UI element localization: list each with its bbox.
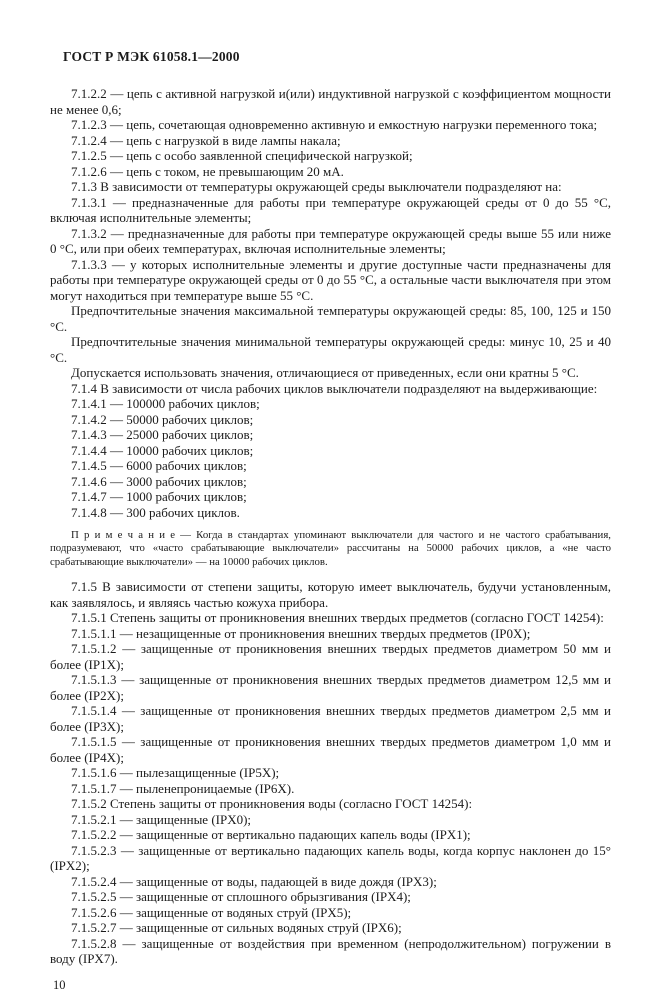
paragraph: 7.1.5.2.3 — защищенные от вертикально падающих капель воды, когда корпус наклонен до 15° (IPX2); [50,842,611,874]
paragraph: 7.1.2.2 — цепь с активной нагрузкой и(или) индуктивной нагрузкой с коэффициентом мощности не менее 0,6; [50,86,611,117]
paragraph: 7.1.5.1.2 — защищенные от проникновения внешних твердых предметов диаметром 50 мм и более (IP1X); [50,641,611,672]
paragraph: 7.1.4.4 — 10000 рабочих циклов; [71,442,254,458]
paragraph: 7.1.2.5 — цепь с особо заявленной специфической нагрузкой; [71,148,413,163]
paragraph: 7.1.2.6 — цепь с током, не превышающим 20 мА. [71,163,344,179]
paragraph: 7.1.3 В зависимости от температуры окружающей среды выключатели подразделяют на: [71,179,562,194]
paragraph: 7.1.4 В зависимости от числа рабочих циклов выключатели подразделяют на выдерживающие: [71,380,598,396]
paragraph: 7.1.4.5 — 6000 рабочих циклов; [71,458,247,473]
document-body [50,86,611,967]
paragraph: 7.1.4.1 — 100000 рабочих циклов; [71,396,260,411]
paragraph: 7.1.3.2 — предназначенные для работы при температуре окружающей среды выше 55 или ниже 0 °С, или при обеих температурах, включая исполнительные элементы; [50,225,611,256]
paragraph: П р и м е ч а н и е — Когда в стандартах упоминают выключатели для частого и не частого срабатывания, подразумевают, что «часто срабатывающие выключатели» рассчитаны на 50000 рабочих циклов, а «не часто срабатывающие выключатели» — на 10000 рабочих циклов. [50,529,611,568]
paragraph: 7.1.5.1.4 — защищенные от проникновения внешних твердых предметов диаметром 2,5 мм и более (IP3X); [50,703,611,734]
paragraph: 7.1.3.1 — предназначенные для работы при температуре окружающей среды от 0 до 55 °С, включая исполнительные элементы; [50,194,611,225]
paragraph: 7.1.4.6 — 3000 рабочих циклов; [71,473,247,489]
paragraph: 7.1.5.2.4 — защищенные от воды, падающей в виде дождя (IPX3); [71,873,437,889]
paragraph: 7.1.5.2.2 — защищенные от вертикально падающих капель воды (IPX1); [71,827,471,843]
paragraph: 7.1.3.3 — у которых исполнительные элементы и другие доступные части предназначены для работы при температуре окружающей среды от 0 до 55 °С, а остальные части выключателя при этом могут находиться при температуре выше 55 °С. [50,256,611,303]
document-header: ГОСТ Р МЭК 61058.1—2000 [63,49,240,64]
paragraph: 7.1.5.1 Степень защиты от проникновения внешних твердых предметов (согласно ГОСТ 14254): [71,610,604,626]
paragraph: 7.1.5.2.1 — защищенные (IPX0); [71,811,252,827]
paragraph: 7.1.5.1.3 — защищенные от проникновения внешних твердых предметов диаметром 12,5 мм и более (IP2X); [50,672,611,703]
paragraph: 7.1.5.1.6 — пылезащищенные (IP5X); [71,765,280,781]
paragraph: Допускается использовать значения, отличающиеся от приведенных, если они кратны 5 °С. [71,365,579,380]
paragraph: 7.1.4.8 — 300 рабочих циклов. [71,504,240,520]
paragraph: Предпочтительные значения максимальной температуры окружающей среды: 85, 100, 125 и 150 °С. [50,303,611,334]
paragraph: 7.1.4.7 — 1000 рабочих циклов; [71,489,247,504]
paragraph: 7.1.2.3 — цепь, сочетающая одновременно активную и емкостную нагрузки переменного тока; [71,117,598,132]
page-number: 10 [53,977,66,992]
paragraph: 7.1.5.1.7 — пыленепроницаемые (IP6X). [71,780,295,796]
paragraph: 7.1.5.2 Степень защиты от проникновения воды (согласно ГОСТ 14254): [71,796,473,812]
paragraph: Предпочтительные значения минимальной температуры окружающей среды: минус 10, 25 и 40 °С. [50,334,611,365]
paragraph: 7.1.4.3 — 25000 рабочих циклов; [71,427,254,442]
paragraph: 7.1.5.1.5 — защищенные от проникновения внешних твердых предметов диаметром 1,0 мм и более (IP4X); [50,734,611,765]
paragraph: 7.1.4.2 — 50000 рабочих циклов; [71,411,254,427]
paragraph: 7.1.5.2.6 — защищенные от водяных струй (IPX5); [71,904,352,920]
paragraph: 7.1.2.4 — цепь с нагрузкой в виде лампы накала; [71,132,341,148]
paragraph: 7.1.5 В зависимости от степени защиты, которую имеет выключатель, будучи установленным, как заявлялось, и являясь частью кожуха прибора. [50,579,611,610]
paragraph: 7.1.5.2.5 — защищенные от сплошного обрызгивания (IPX4); [71,889,411,905]
paragraph: 7.1.5.2.7 — защищенные от сильных водяных струй (IPX6); [71,920,402,936]
paragraph: 7.1.5.2.8 — защищенные от воздействия при временном (непродолжительном) погружении в воду (IPX7). [50,935,611,967]
paragraph: 7.1.5.1.1 — незащищенные от проникновения внешних твердых предметов (IP0X); [71,625,531,641]
